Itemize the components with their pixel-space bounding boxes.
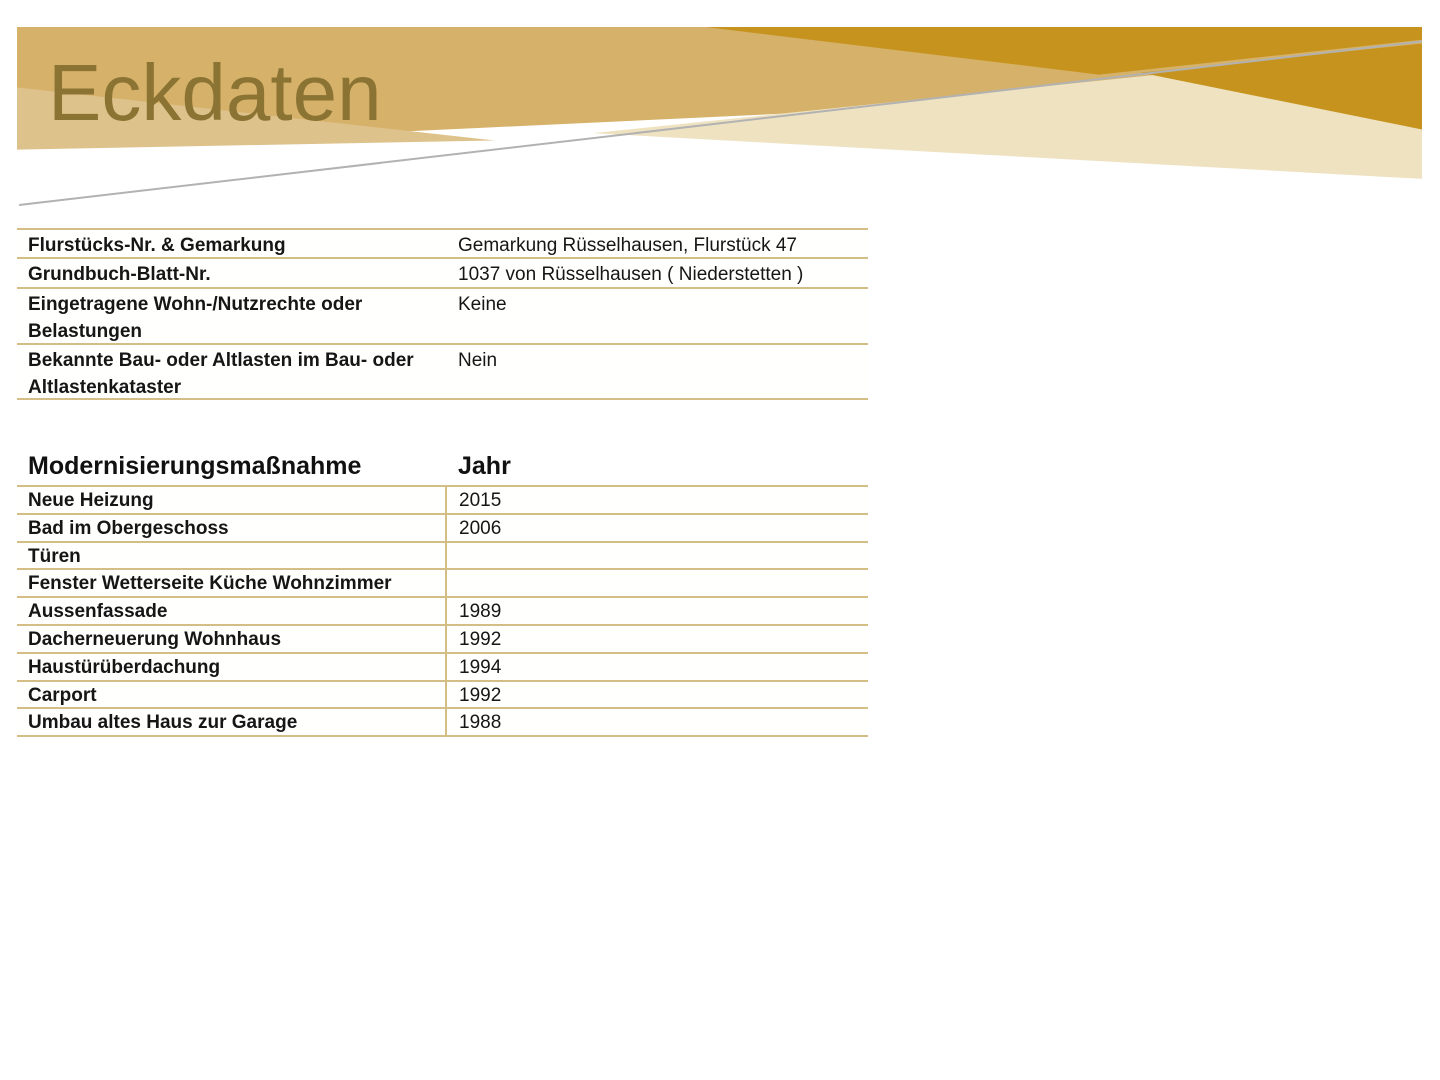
measure-label: Umbau altes Haus zur Garage <box>28 712 298 734</box>
page-title: Eckdaten <box>48 48 382 137</box>
measure-label: Neue Heizung <box>28 490 154 511</box>
header-banner <box>17 27 1422 210</box>
measure-year: 2006 <box>445 515 868 541</box>
table-row <box>17 626 868 654</box>
table-row <box>17 345 868 400</box>
measure-label: Fenster Wetterseite Küche Wohnzimmer <box>28 573 392 595</box>
measure-label: Dacherneuerung Wohnhaus <box>28 628 282 650</box>
table-row <box>17 709 868 737</box>
table-row <box>17 515 868 543</box>
table-row <box>17 543 868 571</box>
measure-label: Türen <box>28 545 81 567</box>
modernization-table <box>17 485 868 737</box>
fact-label: Bekannte Bau- oder Altlasten im Bau- oder Altlastenkataster <box>28 350 414 398</box>
table-row <box>17 487 868 515</box>
fact-value: Keine <box>458 294 507 315</box>
measure-label: Aussenfassade <box>28 601 168 623</box>
measure-label: Haustürüberdachung <box>28 656 221 678</box>
table-row <box>17 289 868 345</box>
measure-year <box>445 570 868 596</box>
measure-label: Carport <box>28 684 97 706</box>
measure-year: 1988 <box>445 709 868 735</box>
facts-table <box>17 228 868 400</box>
measure-year: 1992 <box>445 682 868 708</box>
fact-label: Grundbuch-Blatt-Nr. <box>28 264 211 285</box>
table-row <box>17 682 868 710</box>
measure-year: 1994 <box>445 654 868 680</box>
table-row <box>17 570 868 598</box>
fact-value: Gemarkung Rüsselhausen, Flurstück 47 <box>458 235 797 256</box>
fact-value: Nein <box>458 350 498 371</box>
measure-label: Bad im Obergeschoss <box>28 517 229 539</box>
modernization-table-header <box>28 451 868 483</box>
fact-label: Eingetragene Wohn-/Nutzrechte oder Belastungen <box>28 294 363 342</box>
measure-year: 1992 <box>445 626 868 652</box>
fact-label: Flurstücks-Nr. & Gemarkung <box>28 235 286 256</box>
column-header-year: Jahr <box>458 452 511 480</box>
measure-year: 2015 <box>445 487 868 513</box>
table-row <box>17 230 868 259</box>
measure-year <box>445 543 868 569</box>
table-row <box>17 598 868 626</box>
table-row <box>17 654 868 682</box>
column-header-measure: Modernisierungsmaßnahme <box>28 452 362 480</box>
table-row <box>17 259 868 289</box>
fact-value: 1037 von Rüsselhausen ( Niederstetten ) <box>458 264 804 285</box>
measure-year: 1989 <box>445 598 868 624</box>
